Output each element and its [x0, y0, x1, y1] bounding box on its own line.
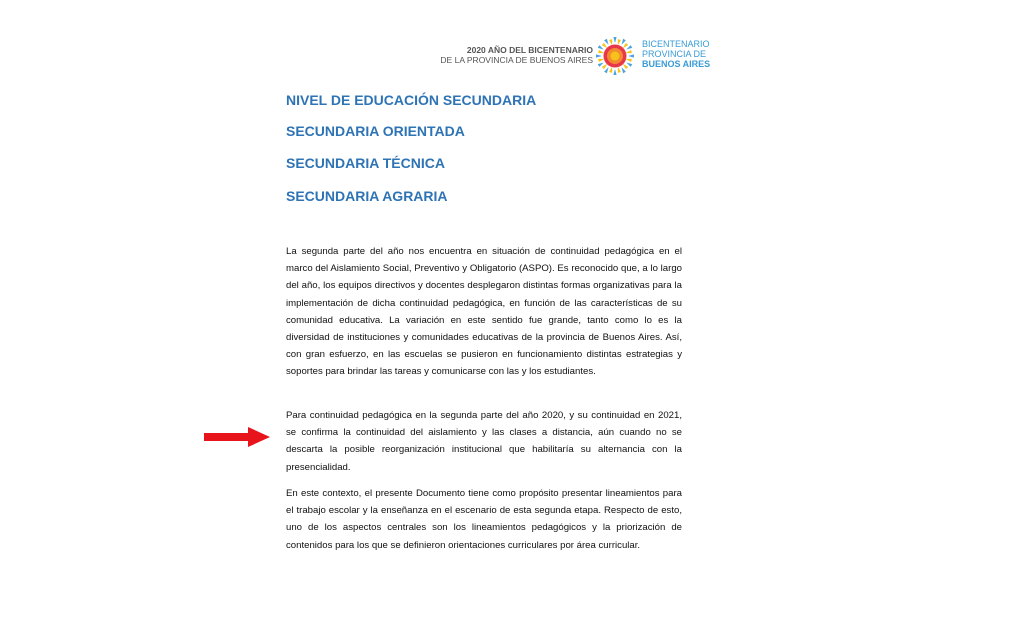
header-brand-line1: BICENTENARIO: [642, 39, 710, 49]
paragraph-3: En este contexto, el presente Documento tiene como propósito presentar lineamientos para el trabajo escolar y la enseñanza en el escenario de esta segunda etapa. Respecto de esto, uno de los aspectos centrales son los lineamientos pedagógicos y la priorización de contenidos para los que se definieron orientaciones curriculares por área curricular.: [286, 488, 682, 551]
paragraph-2: Para continuidad pedagógica en la segunda parte del año 2020, y su continuidad en 2021, se confirma la continuidad del aislamiento y las clases a distancia, aún cuando no se descarta la posible reorganización institucional que habilitaría su alternancia con la presencialidad.: [286, 410, 682, 473]
heading-nivel-secundaria: NIVEL DE EDUCACIÓN SECUNDARIA: [286, 92, 537, 108]
paragraph-1: La segunda parte del año nos encuentra en situación de continuidad pedagógica en el marco del Aislamiento Social, Preventivo y Obligatorio (ASPO). Es reconocido que, a lo largo del año, los equipos directivos y docentes desplegaron distintas formas organizativas para la implementación de dicha continuidad pedagógica, en función de las características de su comunidad educativa. La variación en este sentido fue grande, tanto como lo es la diversidad de instituciones y comunidades educativas de la provincia de Buenos Aires. Así, con gran esfuerzo, en las escuelas se pusieron en funcionamiento distintas estrategias y soportes para brindar las tareas y comunicarse con las y los estudiantes.: [286, 246, 682, 378]
heading-secundaria-tecnica: SECUNDARIA TÉCNICA: [286, 155, 445, 171]
header-year-line1: 2020 AÑO DEL BICENTENARIO: [466, 45, 593, 55]
header-year-title: [436, 45, 593, 65]
header-brand: [642, 39, 710, 69]
red-arrow-icon: [204, 427, 270, 447]
header-brand-line2: PROVINCIA DE: [642, 49, 707, 59]
heading-secundaria-agraria: SECUNDARIA AGRARIA: [286, 188, 448, 204]
sun-emblem-icon: [595, 36, 635, 76]
header-year-line2: DE LA PROVINCIA DE BUENOS AIRES: [440, 55, 593, 65]
heading-secundaria-orientada: SECUNDARIA ORIENTADA: [286, 123, 465, 139]
header-brand-line3: BUENOS AIRES: [642, 59, 711, 69]
document-header: [436, 34, 736, 82]
